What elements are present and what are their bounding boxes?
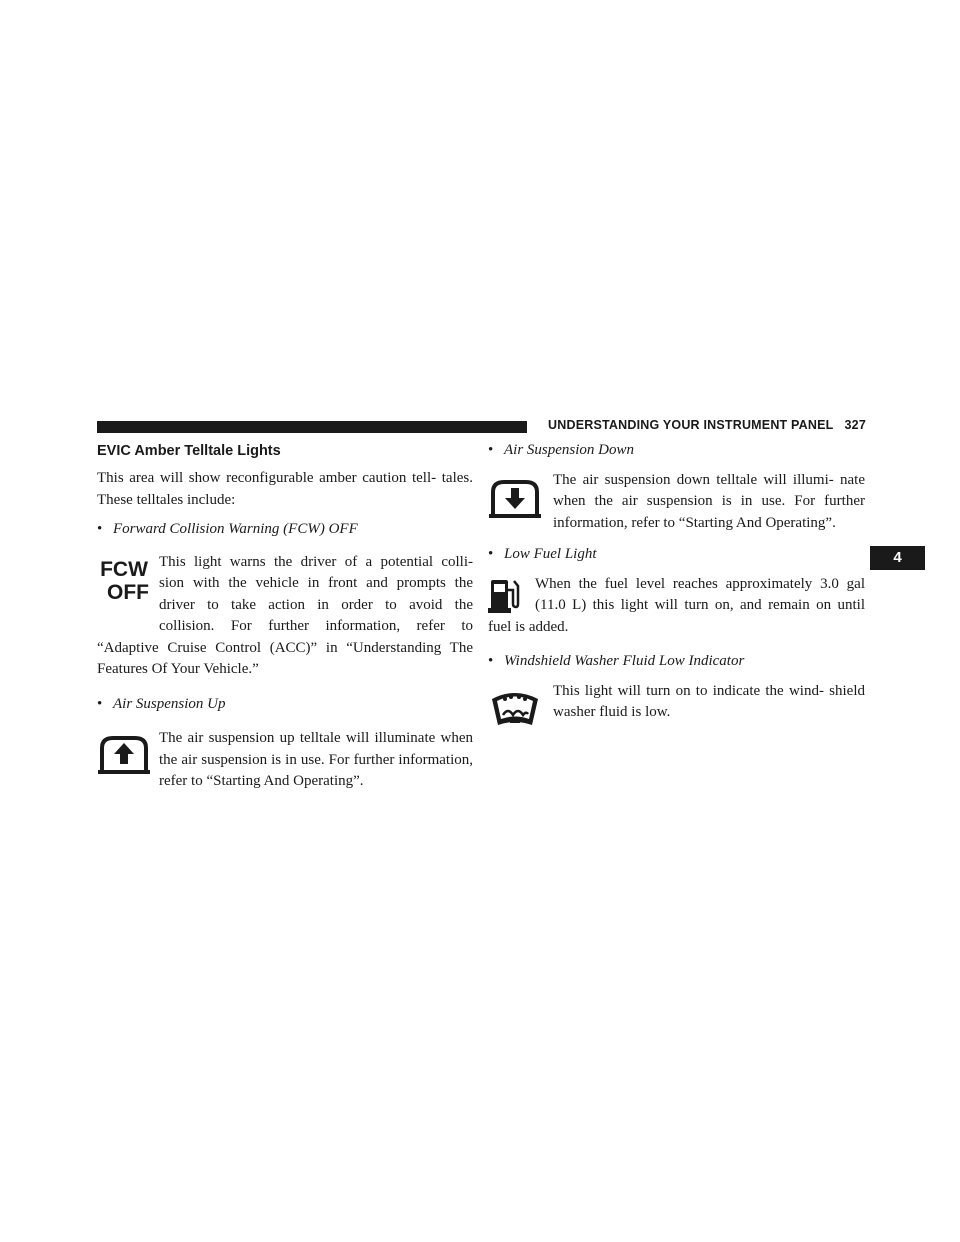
fcw-description-tail: “Adaptive Cruise Control (ACC)” in “Understanding The Features Of Your Vehicle.” xyxy=(97,639,473,677)
bullet-dot: • xyxy=(97,521,103,537)
bullet-low-fuel xyxy=(488,544,865,566)
page-number: 327 xyxy=(844,418,866,432)
air-up-item xyxy=(97,728,473,793)
washer-item xyxy=(488,681,865,729)
fcw-text-line: This light warns the driver of a potential colli- xyxy=(159,553,473,570)
fcw-icon-line1: FCW xyxy=(100,557,148,581)
bullet-air-down xyxy=(488,440,865,462)
fcw-item xyxy=(97,552,473,638)
air-suspension-down-icon xyxy=(488,478,553,520)
fcw-text-line: driver to take action in order to avoid the xyxy=(159,596,473,613)
header-title: UNDERSTANDING YOUR INSTRUMENT PANEL xyxy=(548,418,834,432)
low-fuel-description-tail: fuel is added. xyxy=(488,618,569,635)
bullet-dot: • xyxy=(97,695,103,712)
washer-fluid-low-icon xyxy=(488,685,553,729)
bullet-fcw xyxy=(97,519,473,541)
fcw-description xyxy=(159,552,473,638)
low-fuel-description xyxy=(535,574,865,617)
fcw-text-line: sion with the vehicle in front and prompts the xyxy=(159,575,473,591)
air-down-item xyxy=(488,470,865,535)
bullet-air-up xyxy=(97,694,473,716)
chapter-tab: 4 xyxy=(870,546,925,570)
air-up-description: The air suspension up telltale will illuminate when the air suspension is in use. For further information, refer to “Starting And Operating”. xyxy=(159,730,473,789)
section-heading: EVIC Amber Telltale Lights xyxy=(97,443,281,459)
bullet-label: Forward Collision Warning (FCW) OFF xyxy=(113,521,358,537)
bullet-label: Air Suspension Up xyxy=(113,695,226,712)
bullet-label: Windshield Washer Fluid Low Indicator xyxy=(504,653,745,669)
air-down-description: The air suspension down telltale will illumi- nate when the air suspension is in use. For further information, refer to “Starting And Operating”. xyxy=(553,471,865,531)
bullet-dot: • xyxy=(488,653,494,669)
right-column xyxy=(488,440,865,729)
fcw-text-line: collision. For further information, refer to xyxy=(159,618,473,634)
left-column xyxy=(97,440,473,793)
fuel-text-line: (11.0 L) this light will turn on, and remain on until xyxy=(535,597,865,613)
bullet-dot: • xyxy=(488,442,494,458)
intro-paragraph: This area will show reconfigurable amber caution tell- tales. These telltales include: xyxy=(97,470,473,508)
bullet-dot: • xyxy=(488,546,494,562)
fuel-text-line: When the fuel level reaches approximately 3.0 gal xyxy=(535,575,865,592)
fcw-icon-line2: OFF xyxy=(107,580,149,602)
header-rule xyxy=(97,421,527,433)
bullet-label: Air Suspension Down xyxy=(504,442,635,458)
washer-description: This light will turn on to indicate the wind- shield washer fluid is low. xyxy=(553,682,865,720)
bullet-washer xyxy=(488,651,865,673)
fcw-off-icon xyxy=(97,556,159,602)
running-header xyxy=(536,418,866,432)
low-fuel-icon xyxy=(488,576,535,614)
bullet-label: Low Fuel Light xyxy=(504,546,597,562)
low-fuel-item xyxy=(488,574,865,617)
air-suspension-up-icon xyxy=(97,734,159,776)
